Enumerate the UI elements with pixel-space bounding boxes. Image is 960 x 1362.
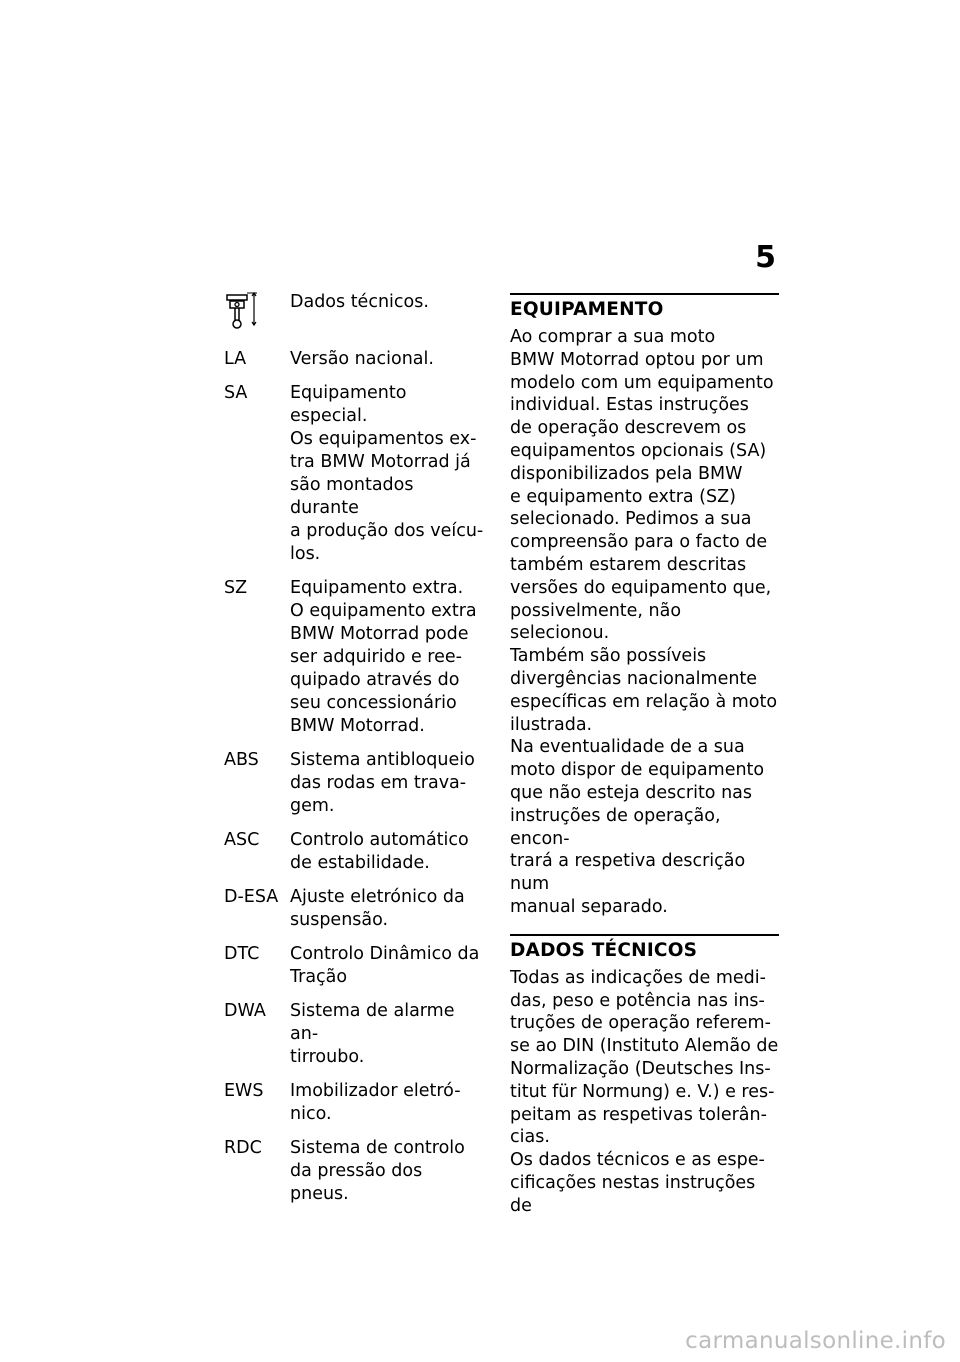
- abbreviation-definition: Dados técnicos.: [290, 292, 429, 312]
- abbreviation-row: [224, 290, 486, 337]
- engine-piston-icon: [224, 290, 260, 330]
- abbreviation-term: [224, 290, 290, 337]
- abbreviation-term: RDC: [224, 1138, 262, 1158]
- abbreviation-term: D-ESA: [224, 887, 279, 907]
- abbreviation-term: ASC: [224, 830, 260, 850]
- abbreviation-definition: Equipamento especial. Os equipamentos ex- tra BMW Motorrad já são montados durante a produção dos veícu- los.: [290, 383, 484, 564]
- abbreviation-definition: Sistema de controlo da pressão dos pneus.: [290, 1138, 465, 1204]
- abbreviation-definition: Sistema de alarme an- tirroubo.: [290, 1001, 455, 1067]
- abbreviation-term: SA: [224, 383, 248, 403]
- abbreviation-term: DWA: [224, 1001, 266, 1021]
- abbreviation-definition: Sistema antibloqueio das rodas em trava- gem.: [290, 750, 475, 816]
- section-heading-equipamento: EQUIPAMENTO: [510, 299, 664, 320]
- abbreviation-term: ABS: [224, 750, 259, 770]
- abbreviation-row: [224, 829, 486, 875]
- section-body-dados-tecnicos: Todas as indicações de medi- das, peso e potência nas ins- truções de operação referem- se ao DIN (Instituto Alemão de Normalização (Deutsches Ins- titut für Normung) e. V.) e res- peitam as respetivas tolerân- cias. Os dados técnicos e as espe- cificações nestas instruções de: [510, 967, 779, 1216]
- main-content: [510, 293, 779, 1217]
- abbreviation-row: [224, 749, 486, 818]
- abbreviation-term: DTC: [224, 944, 260, 964]
- abbreviation-row: [224, 382, 486, 566]
- abbreviation-definition: Ajuste eletrónico da suspensão.: [290, 887, 465, 930]
- section-divider: [510, 934, 779, 936]
- abbreviation-term: EWS: [224, 1081, 264, 1101]
- section-divider: [510, 293, 779, 295]
- abbreviation-definition: Controlo Dinâmico da Tração: [290, 944, 480, 987]
- watermark: carmanualsonline.info: [685, 1328, 946, 1354]
- page-number: 5: [755, 240, 776, 275]
- abbreviation-term: LA: [224, 349, 247, 369]
- abbreviation-row: [224, 348, 486, 371]
- abbreviation-row: [224, 1080, 486, 1126]
- abbreviation-list: [224, 290, 486, 1206]
- abbreviation-definition: Equipamento extra. O equipamento extra BMW Motorrad pode ser adquirido e ree- quipado através do seu concessionário BMW Motorrad.: [290, 578, 477, 736]
- abbreviation-row: [224, 886, 486, 932]
- section-heading-dados-tecnicos: DADOS TÉCNICOS: [510, 939, 698, 961]
- abbreviation-row: [224, 1000, 486, 1069]
- section-body-equipamento: Ao comprar a sua moto BMW Motorrad optou por um modelo com um equipamento individual. Estas instruções de operação descrevem os equipamentos opcionais (SA) disponibilizados pela BMW e equipamento extra (SZ) selecionado. Pedimos a sua compreensão para o facto de também estarem descritas versões do equipamento que, possivelmente, não selecionou. Também são possíveis divergências nacionalmente específicas em relação à moto ilustrada. Na eventualidade de a sua moto dispor de equipamento que não esteja descrito nas instruções de operação, encon- trará a respetiva descrição num manual separado.: [510, 327, 778, 917]
- abbreviation-definition: Controlo automático de estabilidade.: [290, 830, 469, 873]
- abbreviation-definition: Versão nacional.: [290, 349, 434, 369]
- abbreviation-row: [224, 1137, 486, 1206]
- abbreviation-term: SZ: [224, 578, 248, 598]
- abbreviation-row: [224, 577, 486, 738]
- abbreviation-row: [224, 943, 486, 989]
- abbreviation-definition: Imobilizador eletró- nico.: [290, 1081, 461, 1124]
